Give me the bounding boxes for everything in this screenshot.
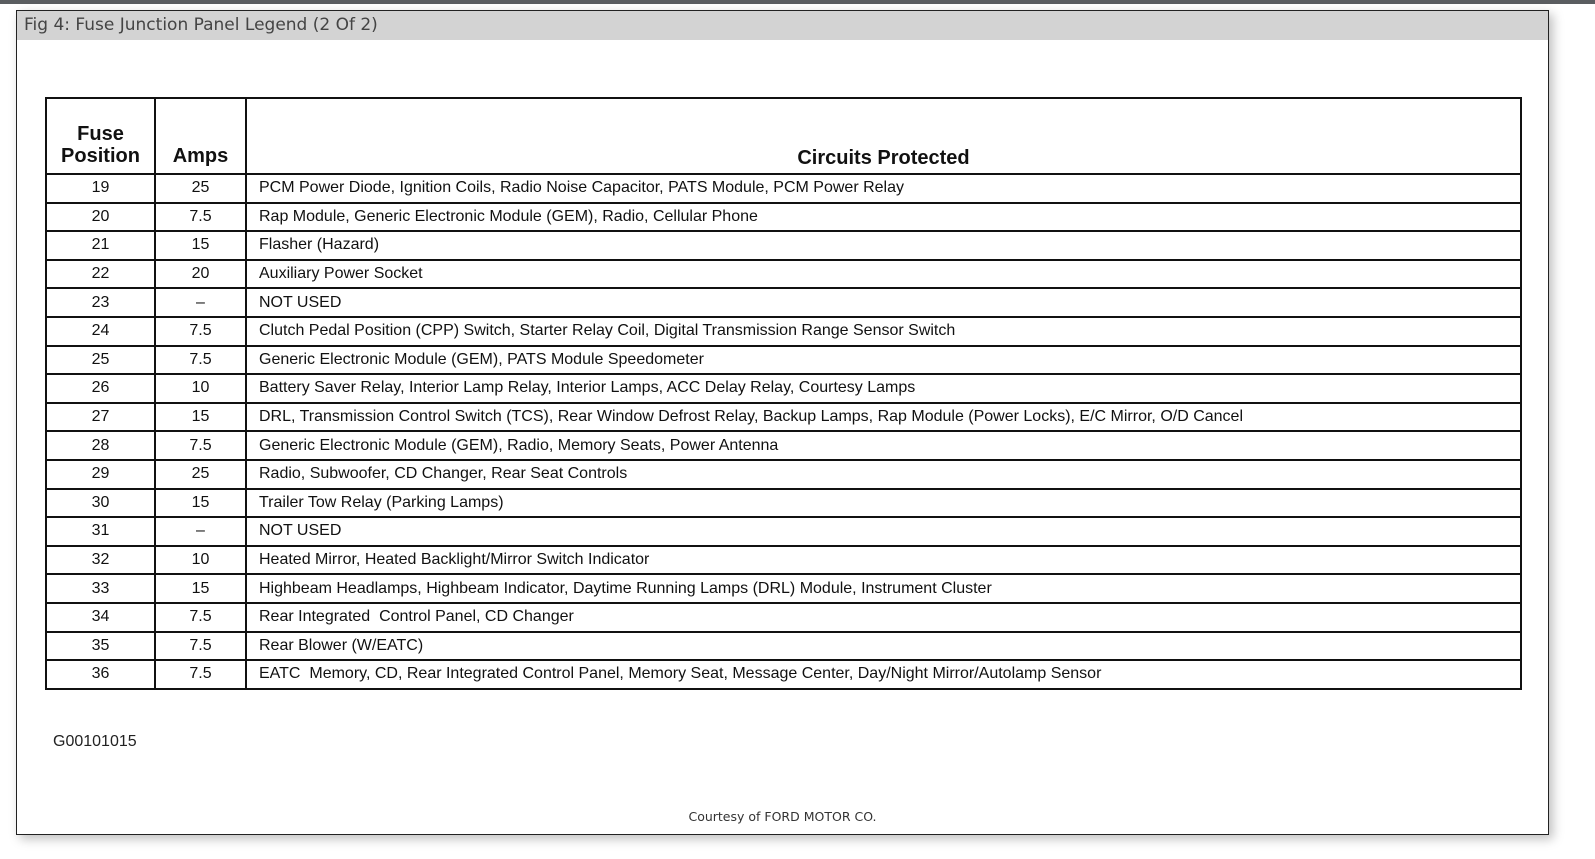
header-amps: Amps xyxy=(155,98,246,174)
figure-id: G00101015 xyxy=(53,733,137,750)
circuits-cell: Heated Mirror, Heated Backlight/Mirror Switch Indicator xyxy=(246,546,1521,575)
circuits-cell: Highbeam Headlamps, Highbeam Indicator, Daytime Running Lamps (DRL) Module, Instrument Cluster xyxy=(246,574,1521,603)
amps-cell: 10 xyxy=(155,374,246,403)
circuits-cell: Trailer Tow Relay (Parking Lamps) xyxy=(246,489,1521,518)
circuits-cell: Clutch Pedal Position (CPP) Switch, Starter Relay Coil, Digital Transmission Range Sensor Switch xyxy=(246,317,1521,346)
table-row xyxy=(46,374,1521,403)
table-header-row xyxy=(46,98,1521,174)
circuits-cell: Rear Blower (W/EATC) xyxy=(246,632,1521,661)
amps-cell: 7.5 xyxy=(155,346,246,375)
amps-cell: 25 xyxy=(155,460,246,489)
fuse-position-cell: 32 xyxy=(46,546,155,575)
amps-cell: 15 xyxy=(155,489,246,518)
table-row xyxy=(46,231,1521,260)
table-row xyxy=(46,660,1521,689)
circuits-cell: NOT USED xyxy=(246,288,1521,317)
amps-cell: 7.5 xyxy=(155,317,246,346)
fuse-position-cell: 29 xyxy=(46,460,155,489)
amps-cell: 15 xyxy=(155,574,246,603)
circuits-cell: DRL, Transmission Control Switch (TCS), Rear Window Defrost Relay, Backup Lamps, Rap Module (Power Locks), E/C Mirror, O/D Cancel xyxy=(246,403,1521,432)
figure-panel xyxy=(16,10,1549,835)
fuse-position-cell: 26 xyxy=(46,374,155,403)
table-body xyxy=(46,174,1521,689)
amps-cell: 15 xyxy=(155,231,246,260)
fuse-position-cell: 36 xyxy=(46,660,155,689)
circuits-cell: Flasher (Hazard) xyxy=(246,231,1521,260)
fuse-position-cell: 28 xyxy=(46,431,155,460)
fuse-position-cell: 20 xyxy=(46,203,155,232)
table-row xyxy=(46,546,1521,575)
amps-cell: 10 xyxy=(155,546,246,575)
fuse-legend-table xyxy=(45,97,1522,690)
table-row xyxy=(46,317,1521,346)
table-row xyxy=(46,431,1521,460)
header-fuse-position xyxy=(46,98,155,174)
table-row xyxy=(46,460,1521,489)
table-row xyxy=(46,574,1521,603)
fuse-position-cell: 21 xyxy=(46,231,155,260)
fuse-position-cell: 19 xyxy=(46,174,155,203)
fuse-position-cell: 34 xyxy=(46,603,155,632)
circuits-cell: EATC Memory, CD, Rear Integrated Control Panel, Memory Seat, Message Center, Day/Night Mirror/Autolamp Sensor xyxy=(246,660,1521,689)
amps-cell: 7.5 xyxy=(155,632,246,661)
fuse-position-cell: 31 xyxy=(46,517,155,546)
courtesy-credit: Courtesy of FORD MOTOR CO. xyxy=(688,809,877,824)
circuits-cell: PCM Power Diode, Ignition Coils, Radio Noise Capacitor, PATS Module, PCM Power Relay xyxy=(246,174,1521,203)
header-circuits-protected: Circuits Protected xyxy=(246,98,1521,174)
amps-cell: – xyxy=(155,517,246,546)
circuits-cell: Generic Electronic Module (GEM), PATS Module Speedometer xyxy=(246,346,1521,375)
table-row xyxy=(46,288,1521,317)
table-row xyxy=(46,489,1521,518)
amps-cell: 15 xyxy=(155,403,246,432)
fuse-position-cell: 30 xyxy=(46,489,155,518)
header-fuse-position-line2: Position xyxy=(61,145,140,167)
fuse-position-cell: 22 xyxy=(46,260,155,289)
amps-cell: 25 xyxy=(155,174,246,203)
fuse-position-cell: 23 xyxy=(46,288,155,317)
table-row xyxy=(46,174,1521,203)
circuits-cell: Rear Integrated Control Panel, CD Changer xyxy=(246,603,1521,632)
header-fuse-position-line1: Fuse xyxy=(77,123,124,145)
table-row xyxy=(46,603,1521,632)
fuse-position-cell: 27 xyxy=(46,403,155,432)
circuits-cell: Generic Electronic Module (GEM), Radio, Memory Seats, Power Antenna xyxy=(246,431,1521,460)
amps-cell: 7.5 xyxy=(155,603,246,632)
fuse-position-cell: 24 xyxy=(46,317,155,346)
circuits-cell: Rap Module, Generic Electronic Module (GEM), Radio, Cellular Phone xyxy=(246,203,1521,232)
fuse-position-cell: 33 xyxy=(46,574,155,603)
circuits-cell: Auxiliary Power Socket xyxy=(246,260,1521,289)
circuits-cell: Battery Saver Relay, Interior Lamp Relay, Interior Lamps, ACC Delay Relay, Courtesy Lamps xyxy=(246,374,1521,403)
fuse-position-cell: 25 xyxy=(46,346,155,375)
table-row xyxy=(46,260,1521,289)
amps-cell: 20 xyxy=(155,260,246,289)
table-row xyxy=(46,632,1521,661)
window-top-bar xyxy=(0,0,1595,4)
circuits-cell: Radio, Subwoofer, CD Changer, Rear Seat Controls xyxy=(246,460,1521,489)
amps-cell: – xyxy=(155,288,246,317)
amps-cell: 7.5 xyxy=(155,431,246,460)
fuse-position-cell: 35 xyxy=(46,632,155,661)
table-row xyxy=(46,346,1521,375)
table-row xyxy=(46,403,1521,432)
circuits-cell: NOT USED xyxy=(246,517,1521,546)
table-row xyxy=(46,517,1521,546)
amps-cell: 7.5 xyxy=(155,203,246,232)
figure-title: Fig 4: Fuse Junction Panel Legend (2 Of 2) xyxy=(17,11,1548,40)
table-row xyxy=(46,203,1521,232)
amps-cell: 7.5 xyxy=(155,660,246,689)
